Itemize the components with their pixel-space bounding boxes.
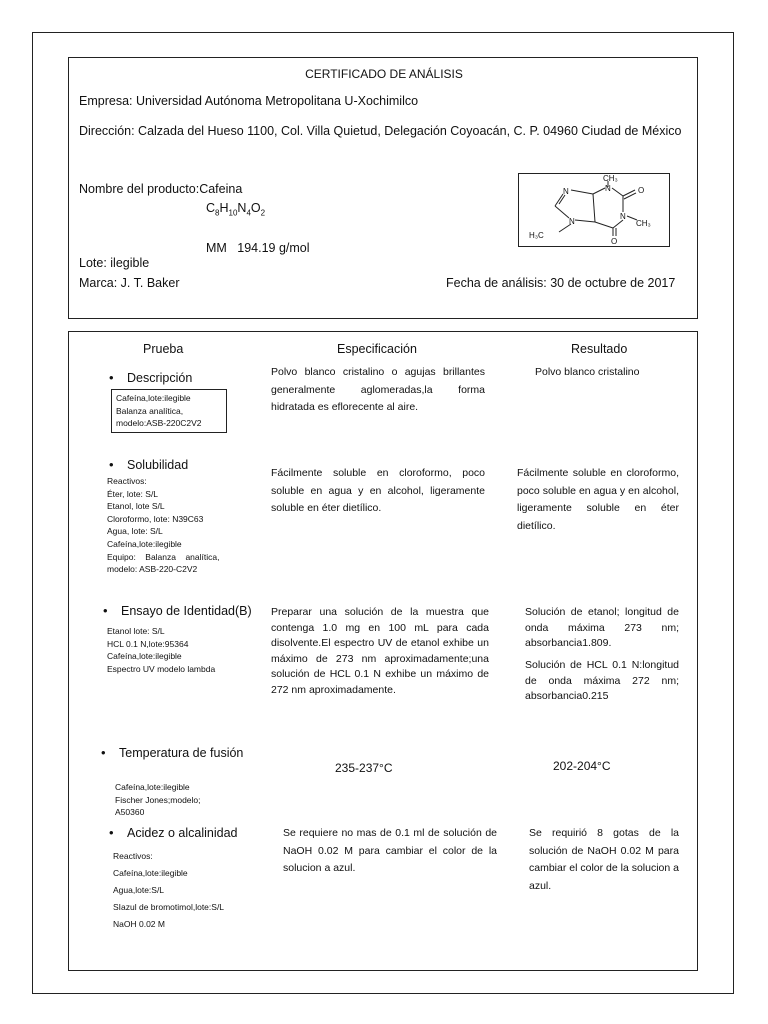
detail-line: Éter, lote: S/L	[107, 488, 159, 499]
test-fusion-title: • Temperatura de fusión	[119, 746, 243, 760]
detail-line: Cafeína,lote:ilegible	[107, 538, 182, 549]
detail-line: Agua,lote:S/L	[113, 885, 165, 895]
test-solubilidad-title: • Solubilidad	[127, 458, 188, 472]
n-right-label: N	[620, 212, 626, 221]
ch3-top-label: CH₃	[603, 174, 618, 183]
o-bottom-label: O	[611, 237, 618, 246]
n-left-label: N	[563, 187, 569, 196]
n-bottom-label: N	[569, 217, 575, 226]
test-fusion-details	[115, 781, 245, 819]
detail-line: Fischer Jones;modelo;	[115, 794, 201, 805]
product-name: Cafeina	[199, 182, 243, 196]
company-line: Empresa: Universidad Autónoma Metropolitana U-Xochimilco	[79, 94, 419, 108]
detail-line: HCL 0.1 N,lote:95364	[107, 638, 189, 649]
caffeine-structure	[518, 173, 670, 247]
detail-line: Balanza analítica,	[116, 405, 184, 416]
detail-line: Espectro UV modelo lambda	[107, 663, 216, 674]
molecular-formula: $C_8H_{10}N_4O_2$	[206, 201, 266, 218]
test-acidez-title: • Acidez o alcalinidad	[127, 826, 238, 840]
test-identidad-spec: Preparar una solución de la muestra que contenga 1.0 mg en 100 mL para cada disolvente.El espectro UV de etanol exhibe un máximo de 273 nm aproximadamente;una solución de HCL 0.1 N exhibe un máximo de 272 nm aproximadamente.	[271, 606, 489, 696]
test-identidad-result-2: Solución de HCL 0.1 N:longitud de onda máxima 272 nm; absorbancia0.215	[525, 659, 679, 702]
test-fusion-spec: 235-237°C	[335, 761, 393, 775]
test-descripcion-result: Polvo blanco cristalino	[535, 366, 640, 378]
caffeine-structure-icon	[519, 174, 669, 246]
detail-line: modelo: ASB-220-C2V2	[107, 564, 198, 575]
test-fusion-result: 202-204°C	[553, 759, 611, 773]
brand-line: Marca: J. T. Baker	[79, 276, 180, 290]
test-solubilidad-details	[107, 475, 237, 576]
address-line: Dirección: Calzada del Hueso 1100, Col. Villa Quietud, Delegación Coyoacán, C. P. 04960 Ciudad de México	[79, 124, 682, 138]
o-top-label: O	[638, 186, 645, 195]
detail-line: Cafeína,lote:ilegible	[107, 651, 182, 662]
product-label: Nombre del producto:	[79, 182, 200, 196]
molar-mass: MM 194.19 g/mol	[206, 241, 310, 255]
product-name-line	[79, 182, 242, 196]
detail-line: Etanol, lote S/L	[107, 501, 165, 512]
test-identidad-title: • Ensayo de Identidad(B)	[121, 604, 252, 618]
test-identidad-details	[107, 625, 247, 675]
test-solubilidad-spec: Fácilmente soluble en cloroformo, poco soluble en agua y en alcohol, ligeramente soluble en éter dietílico.	[271, 467, 485, 514]
test-acidez-spec: Se requiere no mas de 0.1 ml de solución de NaOH 0.02 M para cambiar el color de la solucion a azul.	[283, 827, 497, 874]
detail-line: Etanol lote: S/L	[107, 626, 165, 636]
detail-line: Agua, lote: S/L	[107, 526, 163, 537]
test-descripcion-spec: Polvo blanco cristalino o agujas brillantes generalmente aglomeradas,la forma hidratada es eflorecente al aire.	[271, 366, 485, 413]
test-identidad-result-1: Solución de etanol; longitud de onda máxima 273 nm; absorbancia1.809.	[525, 606, 679, 649]
detail-line: SIazul de bromotimol,lote:S/L	[113, 902, 225, 912]
test-descripcion-title: • Descripción	[127, 371, 192, 385]
analysis-date: Fecha de análisis: 30 de octubre de 2017	[446, 276, 676, 290]
h3c-label: H₃C	[529, 231, 544, 240]
ch3-right-label: CH₃	[636, 219, 651, 228]
n-top-label: N	[605, 184, 611, 193]
detail-line: A50360	[115, 807, 145, 818]
lot-line: Lote: ilegible	[79, 256, 150, 270]
test-acidez-result: Se requirió 8 gotas de la solución de NaOH 0.02 M para cambiar el color de la solucion a azul.	[529, 827, 679, 892]
test-acidez-details	[113, 848, 263, 933]
detail-line: Cloroformo, lote: N39C63	[107, 513, 204, 524]
detail-line: Equipo: Balanza analítica,	[107, 551, 220, 562]
detail-line: Reactivos:	[107, 476, 147, 486]
detail-line: Reactivos:	[113, 851, 153, 861]
column-prueba: Prueba	[143, 342, 184, 356]
detail-line: NaOH 0.02 M	[113, 919, 165, 929]
column-especificacion: Especificación	[337, 342, 417, 356]
column-resultado: Resultado	[571, 342, 628, 356]
detail-line: Cafeína,lote:ilegible	[116, 393, 191, 403]
test-solubilidad-result: Fácilmente soluble en cloroformo, poco soluble en agua y en alcohol, ligeramente soluble en éter dietílico.	[517, 467, 679, 532]
detail-line: Cafeína,lote:ilegible	[115, 782, 190, 792]
certificate-title: CERTIFICADO DE ANÁLISIS	[305, 67, 463, 81]
detail-line: modelo:ASB-220C2V2	[116, 418, 202, 429]
test-descripcion-details	[111, 389, 227, 433]
detail-line: Cafeína,lote:ilegible	[113, 868, 188, 878]
tests-table	[68, 331, 698, 971]
